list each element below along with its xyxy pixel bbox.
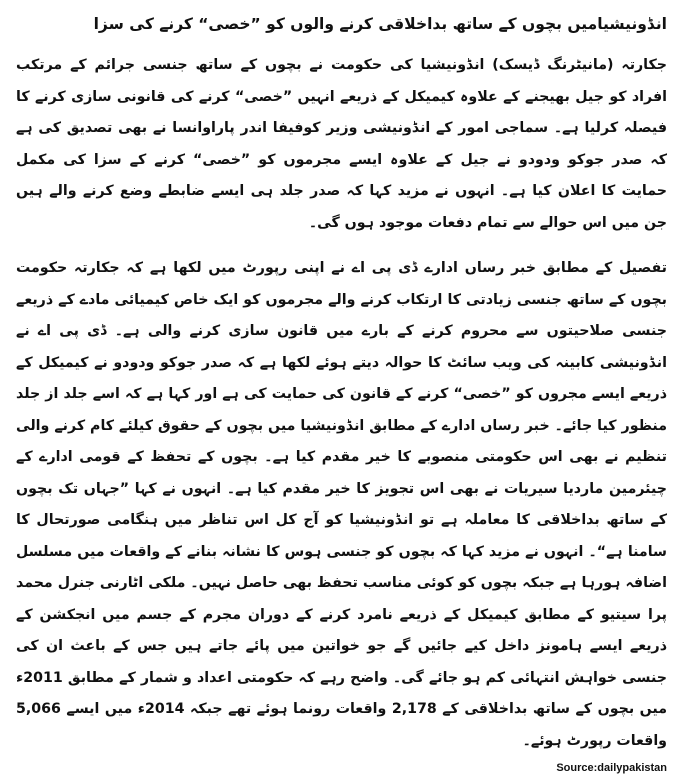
news-article	[16, 12, 667, 778]
article-paragraph-2: تفصیل کے مطابق خبر رساں ادارے ڈی پی اے نے اپنی رپورٹ میں لکھا ہے کہ جکارتہ حکومت بچوں کے ساتھ جنسی زیادتی کا ارتکاب کرنے والے مجرموں کو ایک خاص کیمیائی مادے کے ذریعے جنسی صلاحیتوں سے محروم کرنے کے بارے میں قانون سازی کرنے والی ہے۔ ڈی پی اے نے انڈونیشی کابینہ کی ویب سائٹ کا حوالہ دیتے ہوئے لکھا ہے کہ صدر جوکو ودودو نے کیمیکل کے ذریعے ایسے مجروں کو ”خصی“ کرنے کے قانون کی حمایت کی ہے اور کہا ہے کہ اسے جلد از جلد منظور کیا جائے۔ خبر رساں ادارے کے مطابق انڈونیشیا میں بچوں کے حقوق کیلئے کام کرنے والی تنظیم نے بھی اس حکومتی منصوبے کا خیر مقدم کیا ہے۔ بچوں کے تحفظ کے قومی ادارے کے چیئرمین ماردیا سیریات نے بھی اس تجویز کا خیر مقدم کیا ہے۔ انہوں نے کہا ”جہاں تک بچوں کے ساتھ بداخلاقی کا معاملہ ہے تو انڈونیشیا کو آج کل اس تناظر میں ہنگامی صورتحال کا سامنا ہے“۔ انہوں نے مزید کہا کہ بچوں کو جنسی ہوس کا نشانہ بنانے کے واقعات میں مسلسل اضافہ ہورہا ہے جبکہ بچوں کو کوئی مناسب تحفظ بھی حاصل نہیں۔ ملکی اٹارنی جنرل محمد پرا سیتیو کے مطابق کیمیکل کے ذریعے نامرد کرنے کے دوران مجرم کے جسم میں انجکشن کے ذریعے ایسے ہامونز داخل کیے جائیں گے جو خواتین میں پائے جاتے ہیں جس کے باعث ان کی جنسی خواہش انتہائی کم ہو جائے گی۔ واضح رہے کہ حکومتی اعداد و شمار کے مطابق 2011ء میں بچوں کے ساتھ بداخلاقی کے 2,178 واقعات رونما ہوئے تھے جبکہ 2014ء میں ایسے 5,066 واقعات رپورٹ ہوئے۔	[16, 260, 668, 749]
source-credit: Source:dailypakistan	[556, 762, 667, 774]
article-headline: انڈونیشیامیں بچوں کے ساتھ بداخلاقی کرنے والوں کو ”خصی“ کرنے کی سزا	[93, 15, 667, 33]
article-paragraph-1: جکارتہ (مانیٹرنگ ڈیسک) انڈونیشیا کی حکومت نے بچوں کے ساتھ جنسی جرائم کے مرتکب افراد کو جیل بھیجنے کے علاوہ کیمیکل کے ذریعے انہیں ”خصی“ کرنے کی قانونی سازی کرنے کا فیصلہ کرلیا ہے۔ سماجی امور کے انڈونیشی وزیر کوفیفا اندر پاراوانسا نے بھی تصدیق کی ہے کہ صدر جوکو ودودو نے جیل کے علاوہ ایسے مجرموں کو ”خصی“ کرنے کے سزا کی مکمل حمایت کا اعلان کیا ہے۔ انہوں نے مزید کہا کہ صدر جلد ہی ایسے ضابطے وضع کرنے والے ہیں جن میں اس حوالے سے تمام دفعات موجود ہوں گی۔	[16, 57, 667, 231]
